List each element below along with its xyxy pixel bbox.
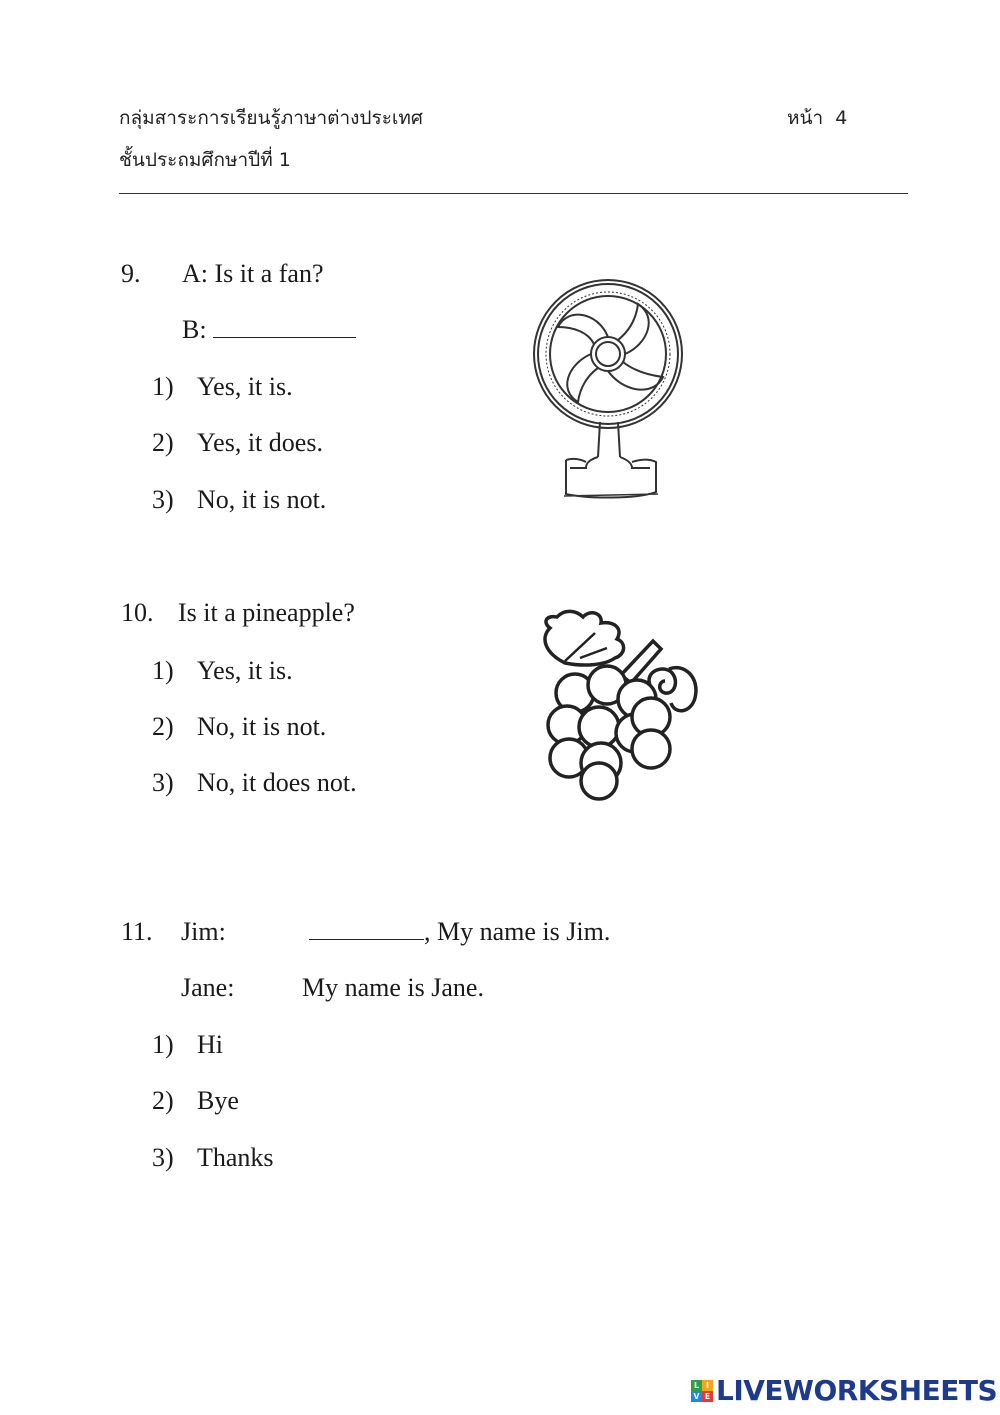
q9-option-2-num: 2) bbox=[152, 428, 174, 457]
q9-line-a: A: Is it a fan? bbox=[182, 259, 324, 288]
q11-line-1-text: , My name is Jim. bbox=[424, 917, 611, 946]
logo-letter-i: I bbox=[702, 1380, 713, 1391]
logo-letter-v: V bbox=[691, 1391, 702, 1402]
logo-text: LIVEWORKSHEETS bbox=[716, 1374, 998, 1407]
liveworksheets-logo bbox=[691, 1374, 997, 1407]
q10-option-3-num: 3) bbox=[152, 768, 174, 797]
header-subject: กลุ่มสาระการเรียนรู้ภาษาต่างประเทศ bbox=[119, 107, 423, 129]
q10-option-2-num: 2) bbox=[152, 712, 174, 741]
q11-line-2: My name is Jane. bbox=[302, 973, 484, 1002]
q11-number: 11. bbox=[121, 917, 153, 946]
q9-answer-blank[interactable] bbox=[213, 315, 356, 338]
q11-option-2-num: 2) bbox=[152, 1086, 174, 1115]
logo-mark bbox=[691, 1380, 713, 1402]
q9-option-2[interactable]: Yes, it does. bbox=[197, 428, 323, 457]
header-divider bbox=[119, 193, 908, 194]
fan-icon bbox=[528, 272, 690, 504]
page-label: หน้า bbox=[787, 107, 824, 129]
q9-option-1-num: 1) bbox=[152, 372, 174, 401]
q10-number: 10. bbox=[121, 598, 154, 627]
page-number: 4 bbox=[835, 107, 848, 129]
q11-option-3[interactable]: Thanks bbox=[197, 1143, 274, 1172]
logo-letter-l: L bbox=[691, 1380, 702, 1391]
q10-option-2[interactable]: No, it is not. bbox=[197, 712, 327, 741]
grapes-icon bbox=[535, 603, 705, 803]
q9-option-1[interactable]: Yes, it is. bbox=[197, 372, 293, 401]
q10-question: Is it a pineapple? bbox=[178, 598, 355, 627]
q11-option-2[interactable]: Bye bbox=[197, 1086, 239, 1115]
q9-number: 9. bbox=[121, 259, 141, 288]
q9-line-b bbox=[182, 315, 356, 345]
q11-option-3-num: 3) bbox=[152, 1143, 174, 1172]
q11-answer-blank[interactable] bbox=[309, 917, 424, 940]
header-grade: ชั้นประถมศึกษาปีที่ 1 bbox=[119, 149, 291, 171]
q11-speaker-2: Jane: bbox=[181, 973, 235, 1002]
q10-option-1[interactable]: Yes, it is. bbox=[197, 656, 293, 685]
q11-line-1 bbox=[309, 917, 610, 947]
q11-option-1[interactable]: Hi bbox=[197, 1030, 223, 1059]
q9-line-b-label: B: bbox=[182, 315, 207, 344]
q9-option-3-num: 3) bbox=[152, 485, 174, 514]
q9-option-3[interactable]: No, it is not. bbox=[197, 485, 327, 514]
q11-speaker-1: Jim: bbox=[181, 917, 226, 946]
logo-letter-e: E bbox=[702, 1391, 713, 1402]
q10-option-3[interactable]: No, it does not. bbox=[197, 768, 357, 797]
q10-option-1-num: 1) bbox=[152, 656, 174, 685]
q11-option-1-num: 1) bbox=[152, 1030, 174, 1059]
page-indicator bbox=[787, 103, 847, 133]
